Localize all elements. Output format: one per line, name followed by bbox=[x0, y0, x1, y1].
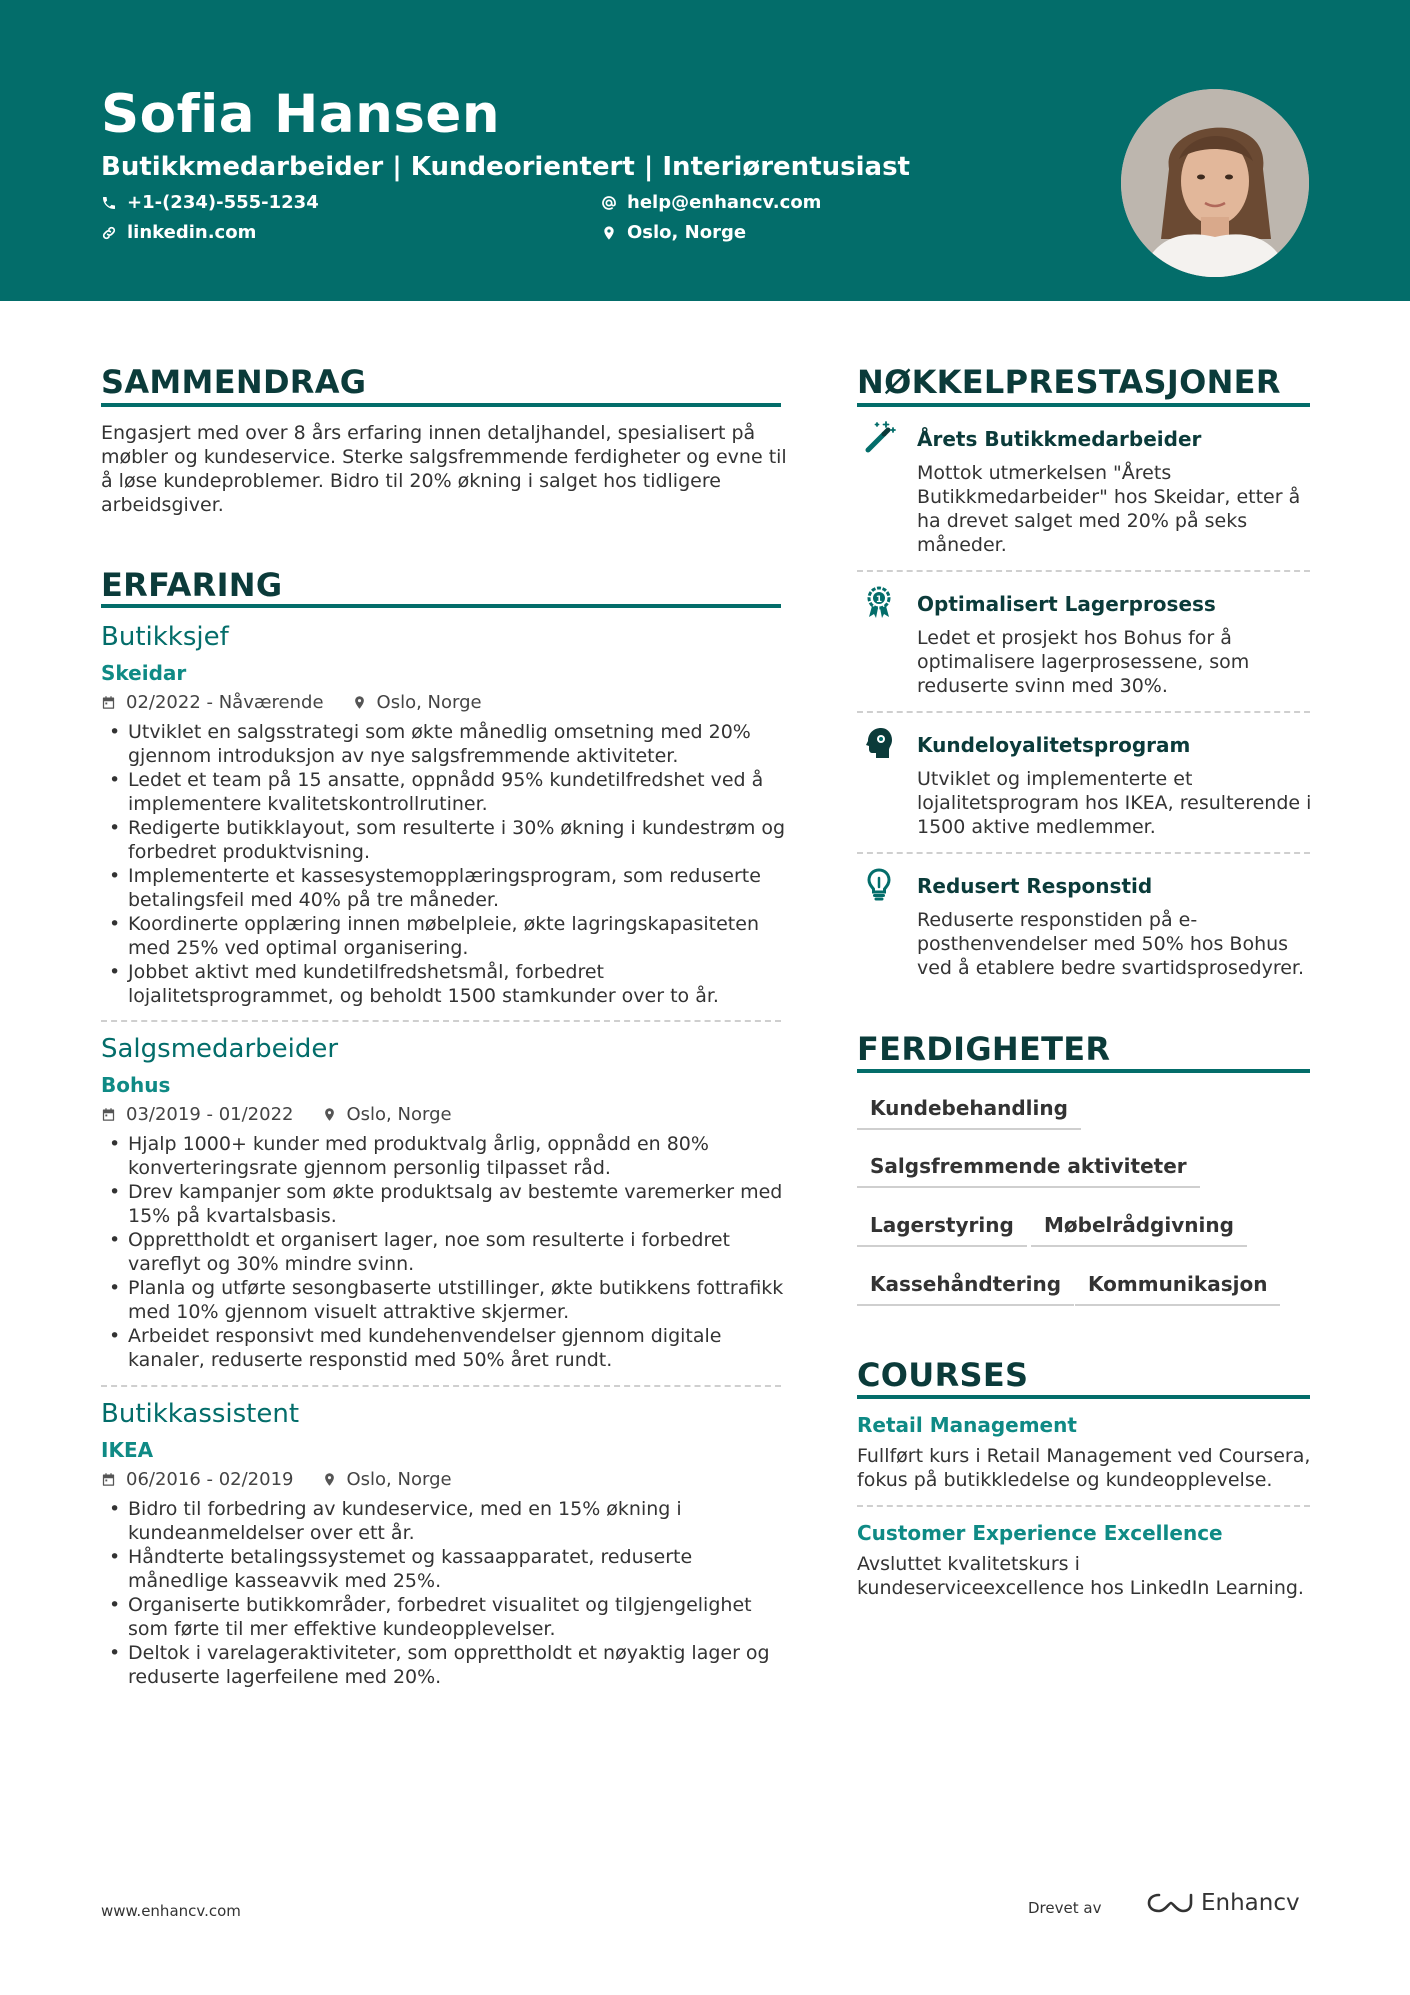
candidate-name: Sofia Hansen bbox=[101, 84, 501, 145]
job-bullets bbox=[101, 1132, 791, 1372]
footer-website[interactable]: www.enhancv.com bbox=[101, 1902, 241, 1920]
divider bbox=[101, 1020, 781, 1022]
linkedin-text: linkedin.com bbox=[127, 222, 257, 243]
company-name: Bohus bbox=[101, 1073, 171, 1097]
course-desc: Avsluttet kvalitetskurs i kundeserviceexcellence hos LinkedIn Learning. bbox=[857, 1553, 1304, 1599]
job-dates: 03/2019 - 01/2022 bbox=[126, 1104, 294, 1125]
job-meta bbox=[101, 1104, 452, 1125]
job-meta bbox=[101, 1469, 452, 1490]
location-text: Oslo, Norge bbox=[627, 222, 747, 243]
achievement-desc: Mottok utmerkelsen "Årets Butikkmedarbeider" hos Skeidar, etter å ha drevet salget med 20% på seks måneder. bbox=[917, 462, 1301, 556]
calendar-icon bbox=[101, 1107, 116, 1122]
achievement-title: Redusert Responstid bbox=[917, 874, 1153, 898]
location-pin-icon bbox=[352, 695, 367, 710]
lightbulb-icon bbox=[862, 867, 896, 901]
summary-text: Engasjert med over 8 års erfaring innen detaljhandel, spesialisert på møbler og kundeservice. Sterke salgsfremmende ferdigheter og evne til å løse kundeproblemer. Bidro til 20% økning i salget hos tidligere arbeidsgiver. bbox=[101, 422, 787, 516]
job-location: Oslo, Norge bbox=[346, 1469, 452, 1490]
list-item: • Koordinerte opplæring innen møbelpleie, økte lagringskapasiteten med 25% ved optimal organisering. bbox=[101, 912, 791, 960]
location-pin-icon bbox=[322, 1472, 337, 1487]
courses-heading: COURSES bbox=[857, 1356, 1029, 1394]
list-item: • Bidro til forbedring av kundeservice, med en 15% økning i kundeanmeldelser over ett år. bbox=[101, 1497, 791, 1545]
phone-icon bbox=[101, 195, 117, 211]
company-name: IKEA bbox=[101, 1438, 154, 1462]
course-title: Retail Management bbox=[857, 1413, 1077, 1437]
experience-heading: ERFARING bbox=[101, 566, 283, 604]
list-item: • Håndterte betalingssystemet og kassaapparatet, reduserte månedlige kasseavvik med 25%. bbox=[101, 1545, 791, 1593]
calendar-icon bbox=[101, 695, 116, 710]
list-item: • Utviklet en salgsstrategi som økte månedlig omsetning med 20% gjennom introduksjon av nye salgsfremmende aktiviteter. bbox=[101, 720, 791, 768]
summary-heading: SAMMENDRAG bbox=[101, 363, 367, 401]
list-item: • Arbeidet responsivt med kundehenvendelser gjennom digitale kanaler, reduserte responstid med 50% året rundt. bbox=[101, 1324, 791, 1372]
skills-heading: FERDIGHETER bbox=[857, 1030, 1111, 1068]
job-bullets bbox=[101, 1497, 791, 1689]
job-title: Butikkassistent bbox=[101, 1399, 300, 1429]
list-item: • Planla og utførte sesongbaserte utstillinger, økte butikkens fottrafikk med 10% gjennom visuelt attraktive skjermer. bbox=[101, 1276, 791, 1324]
job-bullets bbox=[101, 720, 791, 1008]
footer-powered-by: Drevet av bbox=[1028, 1899, 1102, 1917]
job-dates: 02/2022 - Nåværende bbox=[126, 692, 324, 713]
divider bbox=[857, 711, 1310, 713]
enhancv-logo-icon bbox=[1147, 1891, 1193, 1915]
achievement-desc: Ledet et prosjekt hos Bohus for å optimalisere lagerprosessene, som reduserte svinn med 30%. bbox=[917, 627, 1250, 697]
skill-tag: Kassehåndtering bbox=[857, 1272, 1074, 1306]
award-ribbon-icon bbox=[862, 585, 896, 619]
skill-tag: Møbelrådgivning bbox=[1031, 1213, 1247, 1247]
contact-linkedin[interactable] bbox=[101, 222, 256, 243]
skill-tag: Salgsfremmende aktiviteter bbox=[857, 1154, 1200, 1188]
list-item: • Ledet et team på 15 ansatte, oppnådd 95% kundetilfredshet ved å implementere kvalitetskontrollrutiner. bbox=[101, 768, 791, 816]
summary-rule bbox=[101, 403, 781, 407]
footer-brand-text: Enhancv bbox=[1201, 1890, 1300, 1916]
job-location: Oslo, Norge bbox=[346, 1104, 452, 1125]
contact-location bbox=[601, 222, 746, 243]
head-profile-icon bbox=[862, 726, 896, 760]
job-title: Butikksjef bbox=[101, 622, 229, 652]
avatar bbox=[1121, 89, 1309, 277]
skill-tag: Kommunikasjon bbox=[1075, 1272, 1280, 1306]
job-title: Salgsmedarbeider bbox=[101, 1034, 339, 1064]
skills-rule bbox=[857, 1069, 1310, 1073]
courses-rule bbox=[857, 1395, 1310, 1399]
link-icon bbox=[101, 225, 117, 241]
location-pin-icon bbox=[601, 225, 617, 241]
list-item: • Drev kampanjer som økte produktsalg av bestemte varemerker med 15% på kvartalsbasis. bbox=[101, 1180, 791, 1228]
divider bbox=[857, 852, 1310, 854]
achievement-desc: Utviklet og implementerte et lojalitetsprogram hos IKEA, resulterende i 1500 aktive medlemmer. bbox=[917, 768, 1312, 838]
experience-rule bbox=[101, 604, 781, 608]
achievement-title: Optimalisert Lagerprosess bbox=[917, 592, 1216, 616]
svg-text:1: 1 bbox=[875, 595, 883, 605]
achievement-title: Kundeloyalitetsprogram bbox=[917, 733, 1191, 757]
job-location: Oslo, Norge bbox=[376, 692, 482, 713]
divider bbox=[101, 1385, 781, 1387]
achievement-title: Årets Butikkmedarbeider bbox=[917, 427, 1202, 451]
contact-phone[interactable] bbox=[101, 192, 319, 213]
footer-brand[interactable] bbox=[1147, 1890, 1300, 1916]
calendar-icon bbox=[101, 1472, 116, 1487]
company-name: Skeidar bbox=[101, 661, 187, 685]
divider bbox=[857, 570, 1310, 572]
magic-wand-icon bbox=[862, 420, 896, 454]
list-item: • Deltok i varelageraktiviteter, som opprettholdt et nøyaktig lager og reduserte lagerfeilene med 20%. bbox=[101, 1641, 791, 1689]
header-banner bbox=[0, 0, 1410, 301]
job-meta bbox=[101, 692, 482, 713]
achievement-desc: Reduserte responstiden på e-posthenvendelser med 50% hos Bohus ved å etablere bedre svartidsprosedyrer. bbox=[917, 909, 1305, 979]
course-desc: Fullført kurs i Retail Management ved Coursera, fokus på butikkledelse og kundeopplevelse. bbox=[857, 1445, 1311, 1491]
email-text: help@enhancv.com bbox=[627, 192, 822, 213]
skill-tag: Lagerstyring bbox=[857, 1213, 1027, 1247]
achievements-rule bbox=[857, 403, 1310, 407]
list-item: • Organiserte butikkområder, forbedret visualitet og tilgjengelighet som førte til mer effektive kundeopplevelser. bbox=[101, 1593, 791, 1641]
list-item: • Hjalp 1000+ kunder med produktvalg årlig, oppnådd en 80% konverteringsrate gjennom personlig tilpasset råd. bbox=[101, 1132, 791, 1180]
phone-text: +1-(234)-555-1234 bbox=[127, 192, 319, 213]
job-dates: 06/2016 - 02/2019 bbox=[126, 1469, 294, 1490]
list-item: • Redigerte butikklayout, som resulterte i 30% økning i kundestrøm og forbedret produktvisning. bbox=[101, 816, 791, 864]
course-title: Customer Experience Excellence bbox=[857, 1521, 1223, 1545]
skill-tag: Kundebehandling bbox=[857, 1096, 1081, 1130]
list-item: • Jobbet aktivt med kundetilfredshetsmål, forbedret lojalitetsprogrammet, og beholdt 1500 stamkunder over to år. bbox=[101, 960, 791, 1008]
location-pin-icon bbox=[322, 1107, 337, 1122]
at-sign-icon bbox=[601, 195, 617, 211]
candidate-tagline: Butikkmedarbeider | Kundeorientert | Interiørentusiast bbox=[101, 152, 910, 182]
divider bbox=[857, 1505, 1310, 1507]
achievements-heading: NØKKELPRESTASJONER bbox=[857, 363, 1281, 401]
list-item: • Implementerte et kassesystemopplæringsprogram, som reduserte betalingsfeil med 40% på tre måneder. bbox=[101, 864, 791, 912]
list-item: • Opprettholdt et organisert lager, noe som resulterte i forbedret vareflyt og 30% mindre svinn. bbox=[101, 1228, 791, 1276]
contact-email[interactable] bbox=[601, 192, 821, 213]
